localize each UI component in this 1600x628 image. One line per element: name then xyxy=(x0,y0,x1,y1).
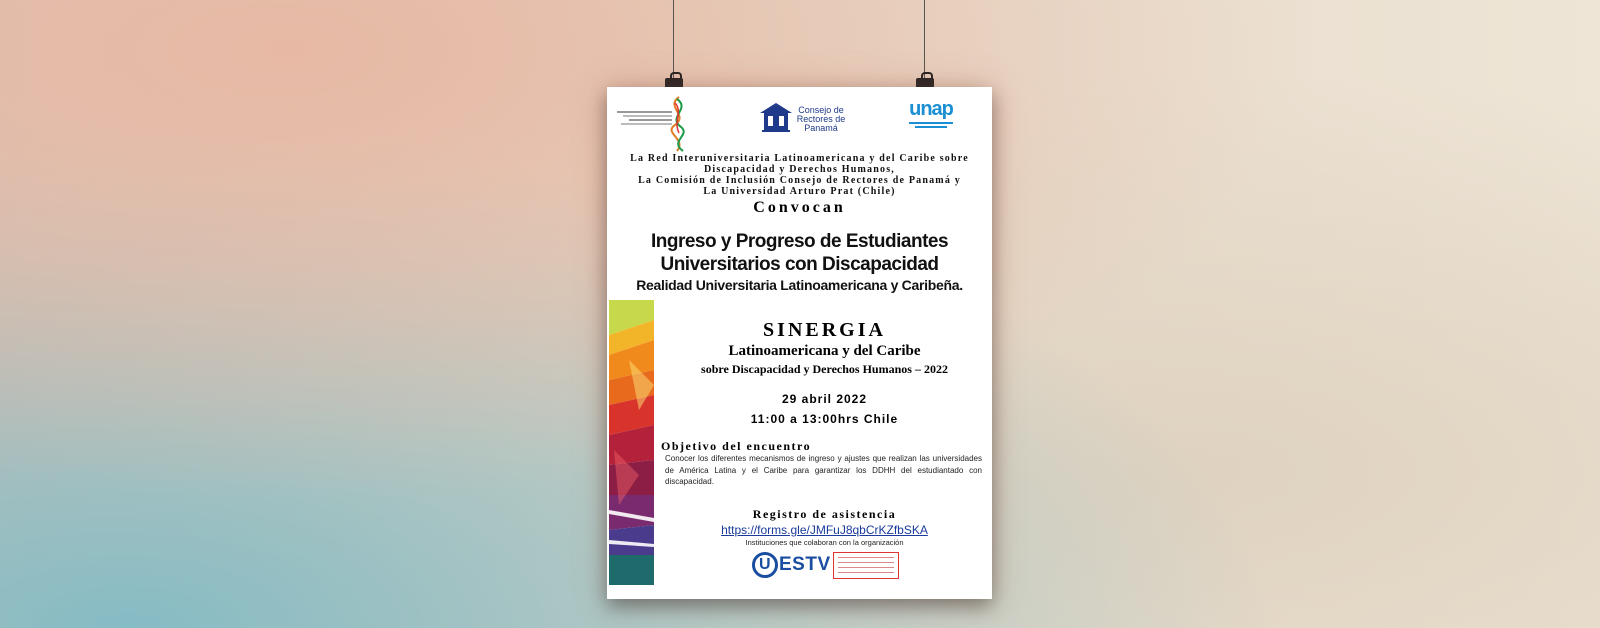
unap-logo-word: unap xyxy=(909,98,953,120)
convocan-heading: Convocan xyxy=(753,199,846,216)
event-poster xyxy=(607,87,992,599)
decorative-color-strip xyxy=(609,300,654,585)
collaborating-institutions-label: Instituciones que colaboran con la organización xyxy=(745,538,904,547)
unap-logo xyxy=(903,99,959,135)
event-title xyxy=(607,230,992,276)
red-interuniversitaria-logo xyxy=(617,93,697,153)
header-line: La Comisión de Inclusión Consejo de Rectores de Panamá y xyxy=(638,175,961,186)
partner-institution-logo xyxy=(833,552,899,579)
consejo-logo-text: Consejo de Rectores de Panamá xyxy=(796,105,846,133)
uestv-logo-text: ESTV xyxy=(779,554,831,576)
objective-title: Objetivo del encuentro xyxy=(661,439,812,453)
header-line: Discapacidad y Derechos Humanos, xyxy=(703,164,895,175)
event-title-line2: Universitarios con Discapacidad xyxy=(660,254,939,275)
objective-text: Conocer los diferentes mecanismos de ingreso y ajustes que realizan las universidades de América Latina y el Caribe para garantizar los DDHH del estudiantado con discapacidad. xyxy=(665,454,982,486)
hanging-string-left xyxy=(673,0,674,78)
sinergia-topic: sobre Discapacidad y Derechos Humanos – 2022 xyxy=(701,362,948,376)
organizers-header xyxy=(607,153,992,197)
event-title-line1: Ingreso y Progreso de Estudiantes xyxy=(650,231,949,252)
registration-link[interactable]: https://forms.gle/JMFuJ8qbCrKZfbSKA xyxy=(721,523,928,537)
consejo-rectores-logo xyxy=(759,99,859,135)
header-line: La Universidad Arturo Prat (Chile) xyxy=(703,186,896,197)
hanging-string-right xyxy=(924,0,925,78)
event-subtitle: Realidad Universitaria Latinoamericana y Caribeña. xyxy=(636,277,963,293)
consejo-house-icon xyxy=(759,101,793,133)
event-time: 11:00 a 13:00hrs Chile xyxy=(750,412,899,426)
registration-heading: Registro de asistencia xyxy=(752,507,897,521)
header-line: La Red Interuniversitaria Latinoamericana y del Caribe sobre xyxy=(630,153,969,164)
uestv-logo-u: U xyxy=(752,552,778,578)
sinergia-heading: SINERGIA xyxy=(763,319,886,341)
sinergia-subheading: Latinoamericana y del Caribe xyxy=(728,343,921,359)
uestv-logo xyxy=(752,552,831,578)
event-date: 29 abril 2022 xyxy=(781,392,868,406)
